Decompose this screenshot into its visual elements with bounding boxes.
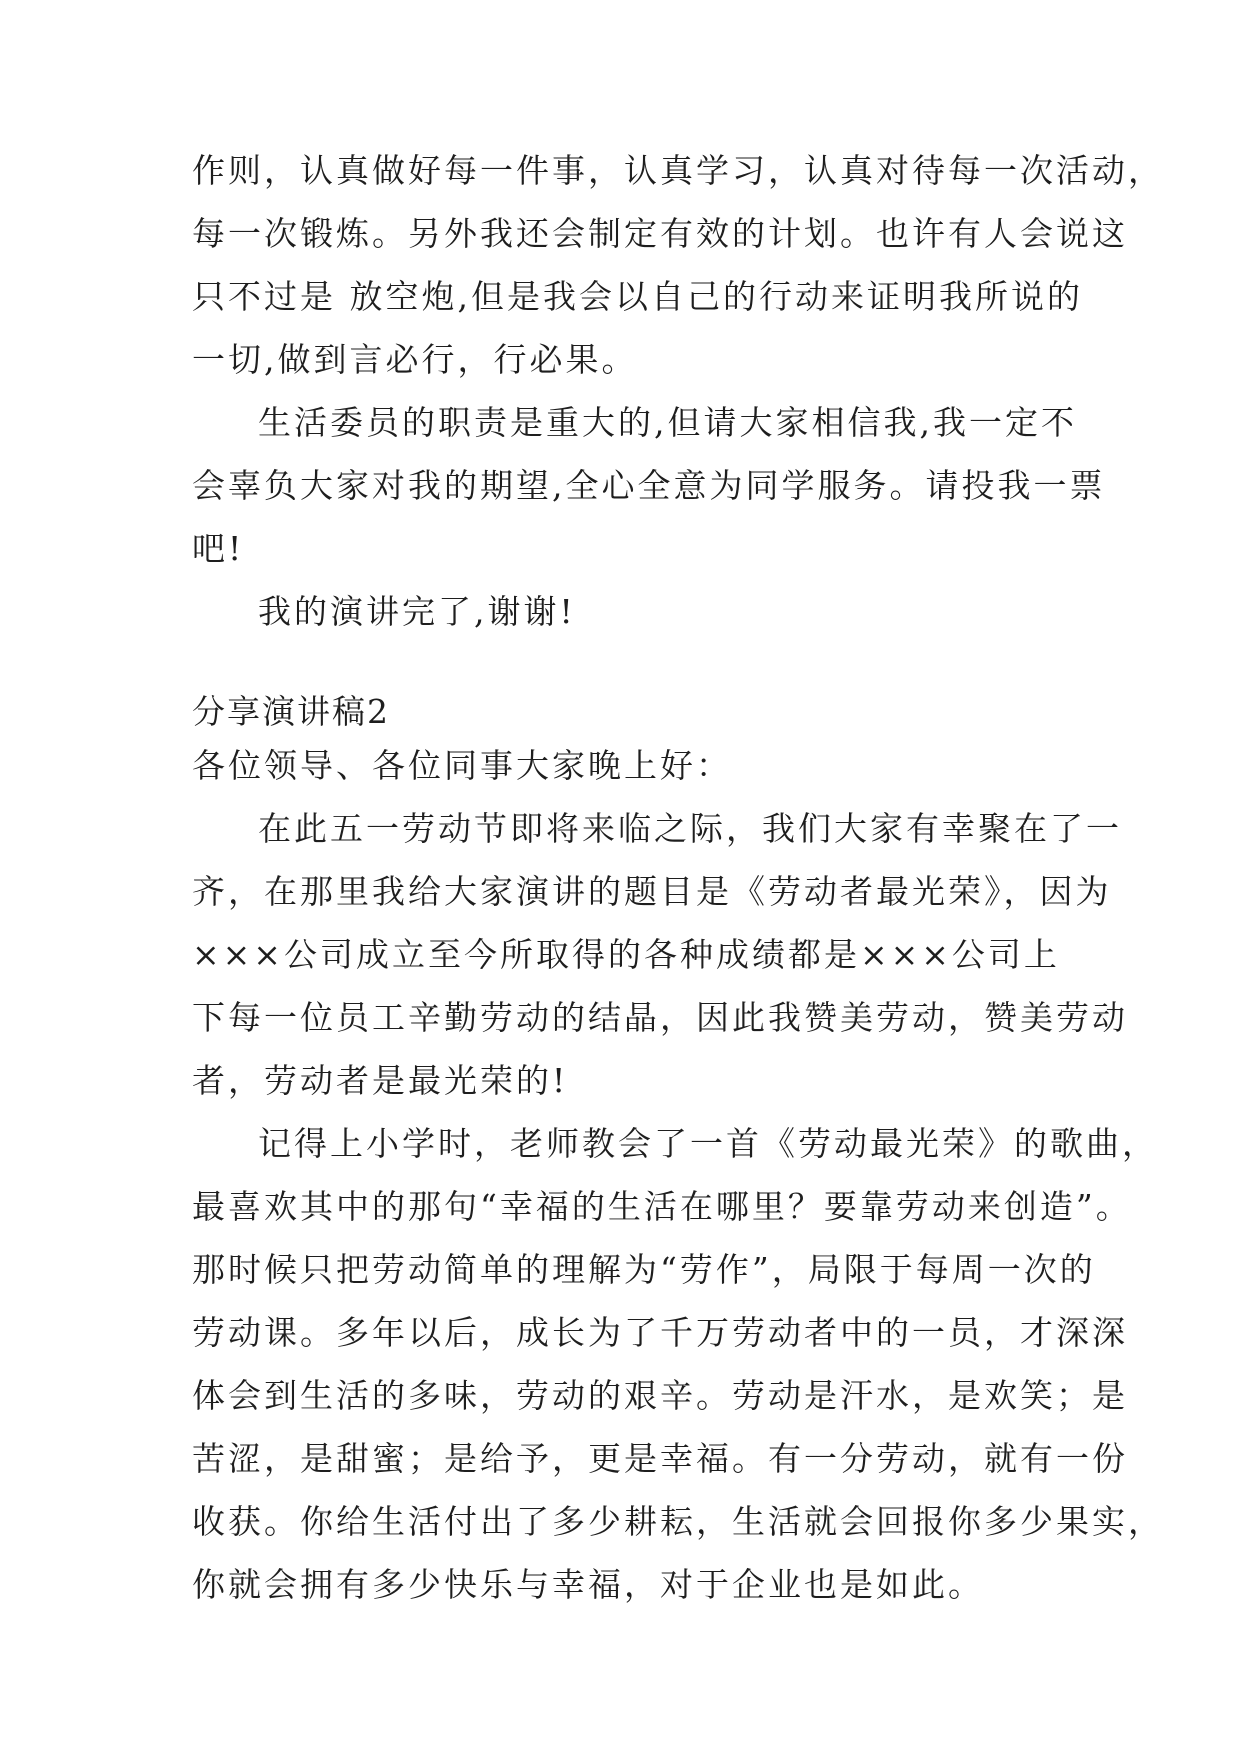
text-line: 收获。你给生活付出了多少耕耘，生活就会回报你多少果实， [192,1502,1164,1541]
text-line: 每一次锻炼。另外我还会制定有效的计划。也许有人会说这 [192,214,1128,253]
greeting-line: 各位领导、各位同事大家晚上好： [192,746,732,785]
text-line: 你就会拥有多少快乐与幸福，对于企业也是如此。 [192,1565,984,1604]
text-line: 苦涩，是甜蜜；是给予，更是幸福。有一分劳动，就有一份 [192,1439,1128,1478]
text-line: 最喜欢其中的那句“幸福的生活在哪里？要靠劳动来创造”。 [192,1187,1132,1226]
text-line: 那时候只把劳动简单的理解为“劳作”，局限于每周一次的 [192,1250,1096,1289]
text-line: 在此五一劳动节即将来临之际，我们大家有幸聚在了一 [258,809,1122,848]
text-line: 作则，认真做好每一件事，认真学习，认真对待每一次活动， [192,151,1164,190]
text-line: 体会到生活的多味，劳动的艰辛。劳动是汗水，是欢笑；是 [192,1376,1128,1415]
text-line: 我的演讲完了,谢谢! [258,592,576,631]
text-line: 记得上小学时，老师教会了一首《劳动最光荣》的歌曲， [258,1124,1158,1163]
text-line: 吧! [192,529,245,568]
text-line: 会辜负大家对我的期望,全心全意为同学服务。请投我一票 [192,466,1106,505]
text-line: 者，劳动者是最光荣的! [192,1061,569,1100]
text-line: ×××公司成立至今所取得的各种成绩都是×××公司上 [192,935,1060,974]
text-line: 劳动课。多年以后，成长为了千万劳动者中的一员，才深深 [192,1313,1128,1352]
text-line: 生活委员的职责是重大的,但请大家相信我,我一定不 [258,403,1077,442]
text-line: 下每一位员工辛勤劳动的结晶，因此我赞美劳动，赞美劳动 [192,998,1128,1037]
section-title: 分享演讲稿2 [192,692,390,731]
text-line: 只不过是 放空炮,但是我会以自己的行动来证明我所说的 [192,277,1083,316]
text-line: 齐，在那里我给大家演讲的题目是《劳动者最光荣》，因为 [192,872,1112,911]
text-line: 一切,做到言必行，行必果。 [192,340,638,379]
